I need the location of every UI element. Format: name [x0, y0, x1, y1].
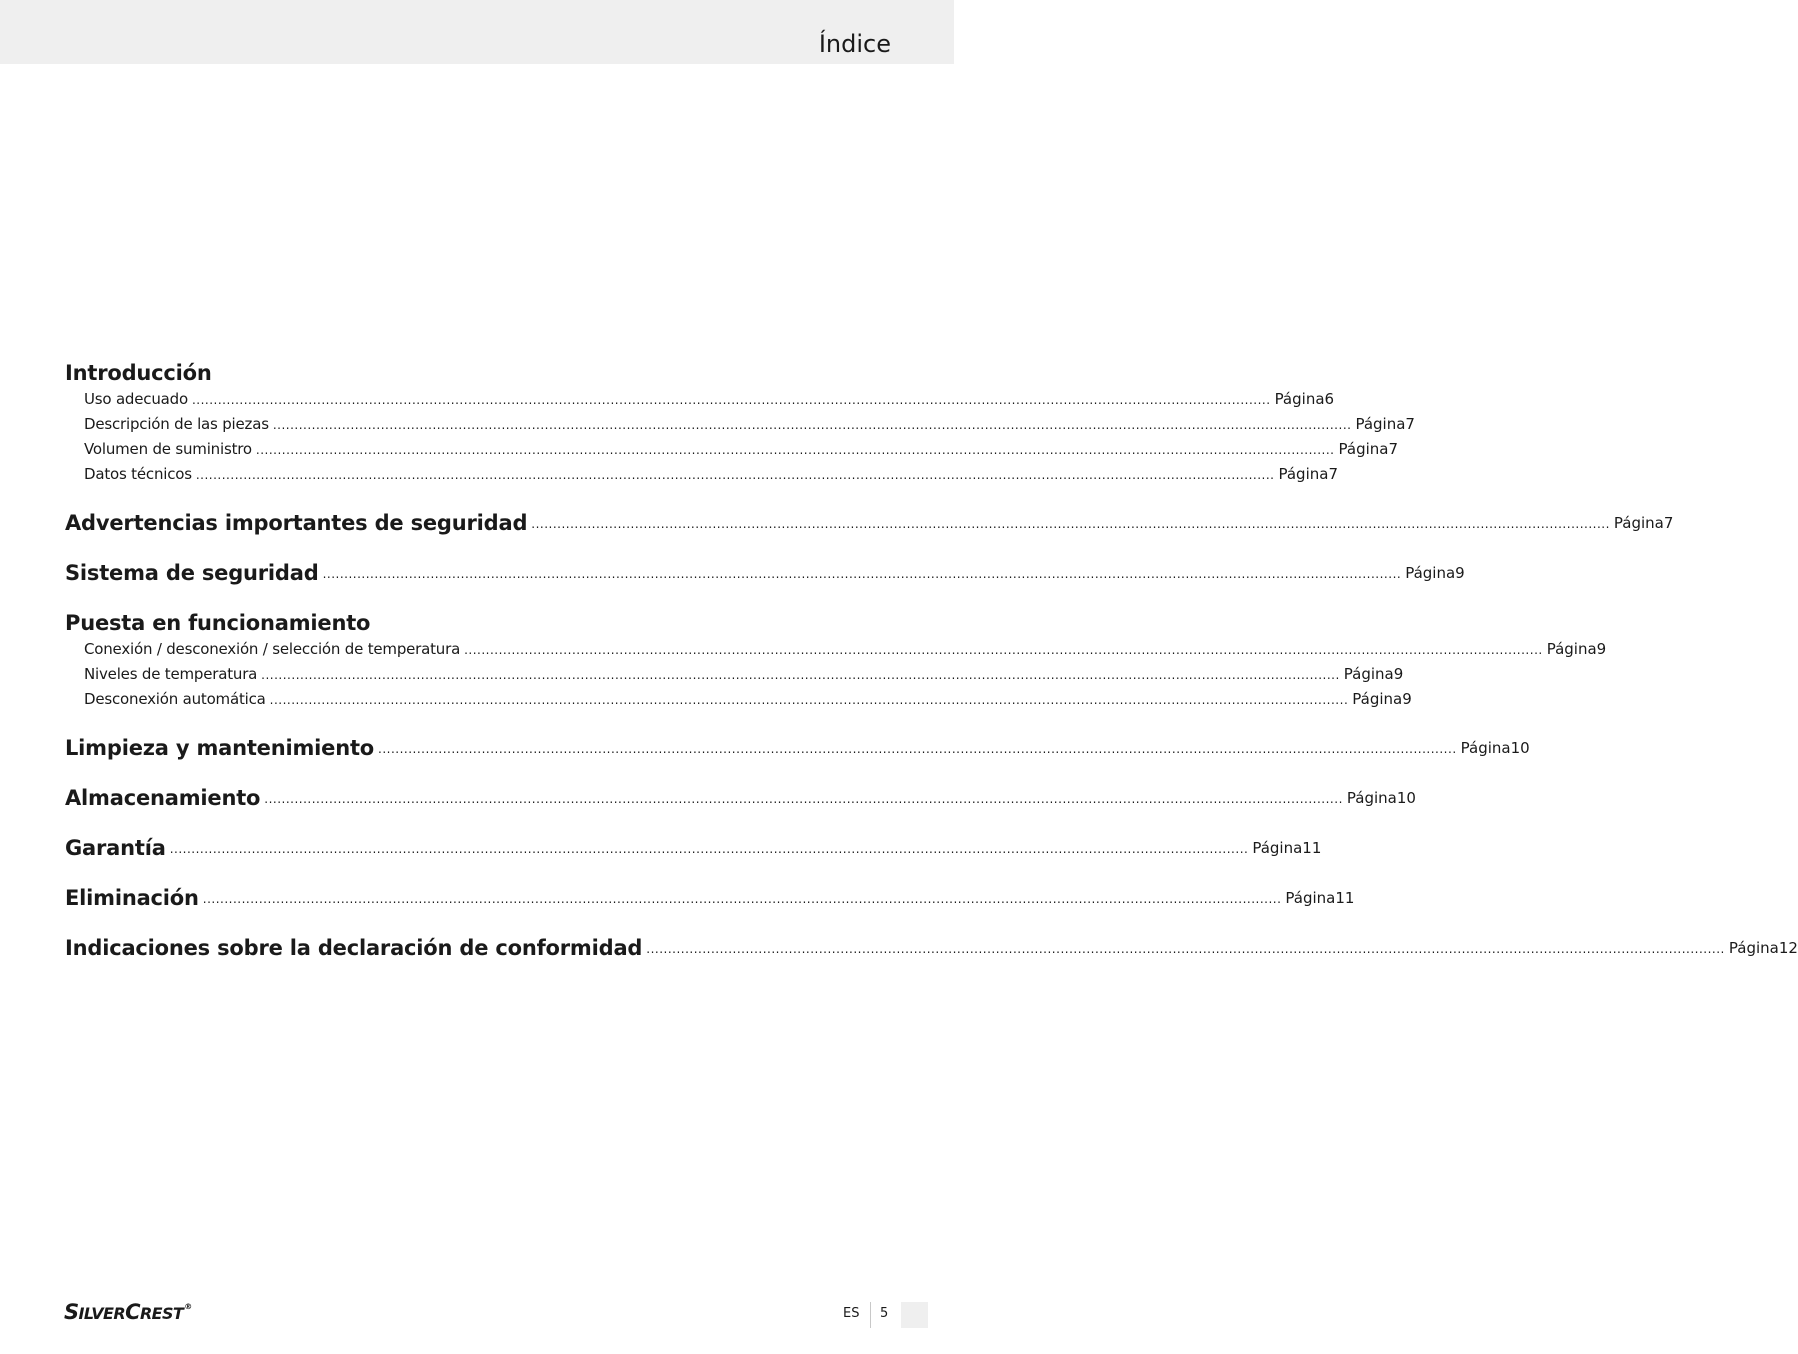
dot-leader: .......................................................................................................................................................................................................................................................... — [322, 567, 1402, 581]
page-word: Página — [1546, 640, 1597, 658]
logo-letter: S — [64, 1300, 79, 1324]
dot-leader: .......................................................................................................................................................................................................................................................... — [195, 468, 1275, 482]
page-word: Página — [1405, 564, 1456, 582]
dot-leader: .......................................................................................................................................................................................................................................................... — [191, 393, 1271, 407]
dot-leader: .......................................................................................................................................................................................................................................................... — [264, 792, 1343, 806]
toc-section-heading[interactable] — [65, 713, 1530, 763]
logo-letter: C — [125, 1300, 140, 1324]
page-word: Página — [1285, 889, 1336, 907]
page-word: Página — [1728, 939, 1779, 957]
toc-page-number: 10 — [1396, 789, 1416, 807]
toc-section-label: Garantía — [65, 836, 166, 860]
toc-entry-label: Conexión / desconexión / selección de temperatura — [84, 640, 461, 658]
toc-section — [65, 356, 1415, 488]
toc-section-heading[interactable] — [65, 588, 889, 638]
page-word: Página — [1613, 514, 1664, 532]
toc-entry-label: Datos técnicos — [84, 465, 192, 483]
toc-section-label: Limpieza y mantenimiento — [65, 736, 375, 760]
toc-page-number: 7 — [1663, 514, 1674, 532]
dot-leader: .......................................................................................................................................................................................................................................................... — [255, 443, 1335, 457]
toc-section — [65, 538, 1465, 588]
toc-entry[interactable] — [65, 438, 1398, 463]
dot-leader: .......................................................................................................................................................................................................................................................... — [464, 643, 1543, 657]
language-code: ES — [843, 1306, 860, 1321]
toc-section — [65, 588, 1607, 713]
toc-entry-label: Volumen de suministro — [84, 440, 252, 458]
logo-letters: ILVER — [78, 1304, 126, 1323]
toc-section — [65, 913, 1798, 963]
toc-entry[interactable] — [65, 463, 1338, 488]
dot-leader: .......................................................................................................................................................................................................................................................... — [269, 693, 1349, 707]
toc-page-number: 11 — [1335, 889, 1355, 907]
toc-entry-label: Uso adecuado — [84, 390, 188, 408]
toc-entry[interactable] — [65, 413, 1415, 438]
toc-section-label: Advertencias importantes de seguridad — [65, 511, 528, 535]
toc-page-number: 7 — [1405, 415, 1415, 433]
toc-page-number: 10 — [1510, 739, 1530, 757]
toc-entry[interactable] — [65, 688, 1412, 713]
toc-section-heading[interactable] — [65, 863, 1355, 913]
toc-page-number: 6 — [1324, 390, 1335, 408]
toc-section-label: Indicaciones sobre la declaración de conformidad — [65, 936, 643, 960]
dot-leader: .......................................................................................................................................................................................................................................................... — [646, 942, 1725, 956]
toc-page-number: 9 — [1402, 690, 1412, 708]
toc-entry[interactable] — [65, 663, 1404, 688]
toc-section — [65, 863, 1355, 913]
page-word: Página — [1460, 739, 1511, 757]
toc-section-heading[interactable] — [65, 813, 1322, 863]
page-word: Página — [1346, 789, 1397, 807]
footer-divider — [870, 1302, 871, 1328]
toc-section-label: Introducción — [65, 361, 212, 385]
toc-section-label: Almacenamiento — [65, 786, 261, 810]
page-number: 5 — [880, 1306, 889, 1321]
toc-section — [65, 813, 1322, 863]
toc-page-number: 7 — [1388, 440, 1398, 458]
page-word: Página — [1355, 415, 1406, 433]
dot-leader: .......................................................................................................................................................................................................................................................... — [378, 742, 1457, 756]
page-word: Página — [1252, 839, 1303, 857]
header-band — [0, 0, 954, 64]
toc-page-number: 9 — [1596, 640, 1607, 658]
toc-entry-label: Desconexión automática — [84, 690, 266, 708]
toc-section-label: Puesta en funcionamiento — [65, 611, 371, 635]
toc-entry[interactable] — [65, 638, 1607, 663]
page-word: Página — [1352, 690, 1403, 708]
toc-section — [65, 713, 1530, 763]
toc-entry[interactable] — [65, 388, 1335, 413]
dot-leader: .......................................................................................................................................................................................................................................................... — [202, 892, 1282, 906]
toc-section-heading[interactable] — [65, 913, 1798, 963]
toc-section-heading[interactable] — [65, 488, 1674, 538]
table-of-contents — [65, 356, 1798, 963]
dot-leader: .......................................................................................................................................................................................................................................................... — [272, 418, 1352, 432]
toc-page-number: 9 — [1455, 564, 1465, 582]
dot-leader: .......................................................................................................................................................................................................................................................... — [531, 517, 1610, 531]
registered-mark: ® — [184, 1302, 192, 1311]
toc-section-heading[interactable] — [65, 356, 889, 388]
toc-entry-label: Niveles de temperatura — [84, 665, 258, 683]
toc-entry-label: Descripción de las piezas — [84, 415, 269, 433]
toc-page-number: 11 — [1302, 839, 1322, 857]
silvercrest-logo — [64, 1300, 192, 1324]
page-word: Página — [1338, 440, 1389, 458]
footer-tab-marker — [901, 1302, 928, 1328]
page-word: Página — [1278, 465, 1329, 483]
toc-page-number: 7 — [1328, 465, 1338, 483]
page-word: Página — [1274, 390, 1325, 408]
dot-leader: .......................................................................................................................................................................................................................................................... — [169, 842, 1249, 856]
page-word: Página — [1343, 665, 1394, 683]
toc-page-number: 12 — [1778, 939, 1798, 957]
toc-section-label: Eliminación — [65, 886, 199, 910]
toc-section — [65, 488, 1674, 538]
page-title: Índice — [818, 30, 891, 58]
toc-section-label: Sistema de seguridad — [65, 561, 319, 585]
logo-letters: REST — [139, 1304, 184, 1323]
toc-section-heading[interactable] — [65, 538, 1465, 588]
dot-leader: .......................................................................................................................................................................................................................................................... — [261, 668, 1340, 682]
toc-page-number: 9 — [1393, 665, 1404, 683]
toc-section — [65, 763, 1416, 813]
toc-section-heading[interactable] — [65, 763, 1416, 813]
